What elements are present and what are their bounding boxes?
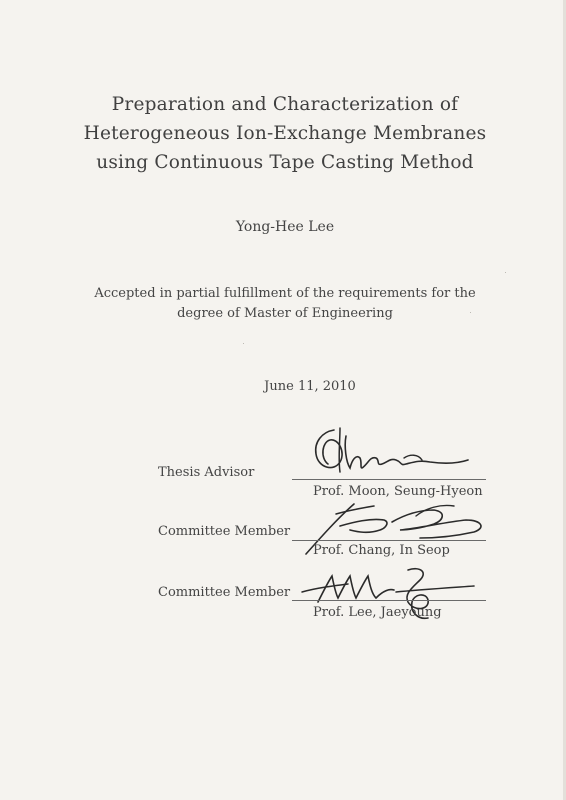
signatory-role: Thesis Advisor bbox=[158, 465, 255, 480]
author-name: Yong-Hee Lee bbox=[235, 219, 335, 235]
title-line-3: using Continuous Tape Casting Method bbox=[96, 152, 474, 173]
signatory-name: Prof. Lee, Jaeyoung bbox=[313, 605, 442, 620]
signatory-role: Committee Member bbox=[158, 585, 291, 600]
signatory-name: Prof. Moon, Seung-Hyeon bbox=[313, 484, 483, 499]
paper-speck bbox=[470, 312, 471, 313]
acceptance-line-1: Accepted in partial fulfillment of the requirements for the bbox=[94, 286, 476, 301]
signature-line bbox=[292, 540, 486, 541]
signatory-role: Committee Member bbox=[158, 524, 291, 539]
signatory-name: Prof. Chang, In Seop bbox=[313, 543, 450, 558]
title-line-1: Preparation and Characterization of bbox=[111, 94, 459, 115]
signature-moon bbox=[300, 424, 480, 480]
paper-speck bbox=[243, 343, 244, 344]
paper-speck bbox=[505, 272, 506, 273]
acceptance-statement bbox=[40, 284, 530, 324]
title-line-2: Heterogeneous Ion-Exchange Membranes bbox=[83, 123, 487, 144]
signature-line bbox=[292, 600, 486, 601]
approval-date: June 11, 2010 bbox=[264, 379, 356, 394]
thesis-title bbox=[40, 90, 530, 177]
signature-line bbox=[292, 479, 486, 480]
acceptance-line-2: degree of Master of Engineering bbox=[177, 306, 393, 321]
